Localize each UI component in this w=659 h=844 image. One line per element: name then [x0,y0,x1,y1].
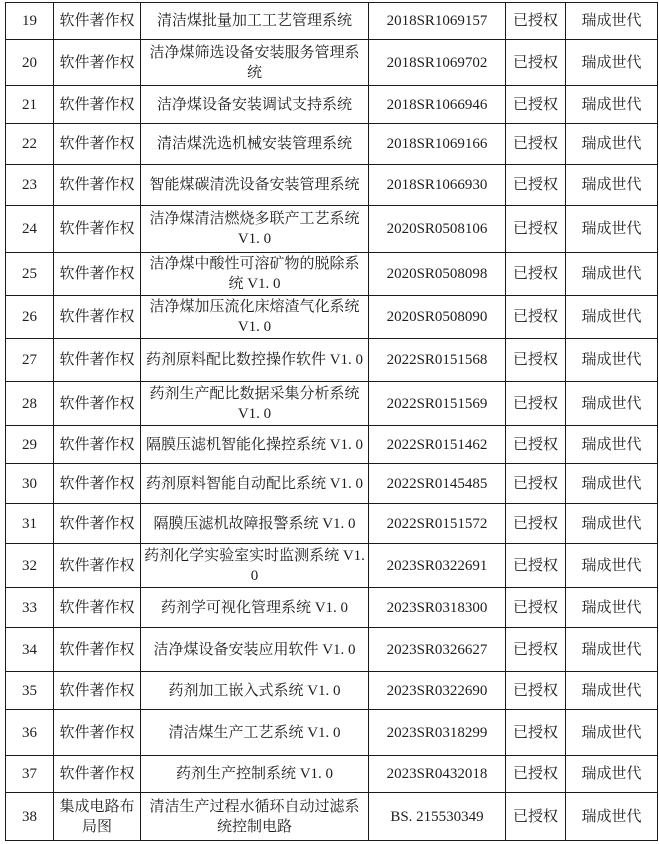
owner-cell: 瑞成世代 [566,40,658,86]
status-cell: 已授权 [506,756,566,793]
table-row [6,40,658,86]
row-number-cell: 19 [6,3,54,40]
row-number-cell: 36 [6,710,54,756]
table-row [6,165,658,206]
ip-type-cell: 软件著作权 [54,165,141,206]
row-number-cell: 27 [6,339,54,382]
owner-cell: 瑞成世代 [566,382,658,426]
registration-number-cell: 2023SR0322690 [369,672,506,710]
ip-type-cell: 软件著作权 [54,464,141,504]
ip-type-cell: 软件著作权 [54,426,141,464]
ip-type-cell: 软件著作权 [54,296,141,339]
registration-number-cell: 2022SR0151569 [369,382,506,426]
registration-number-cell: 2020SR0508098 [369,253,506,296]
owner-cell: 瑞成世代 [566,124,658,165]
table-row [6,253,658,296]
table-row [6,382,658,426]
ip-name-cell: 药剂生产配比数据采集分析系统 V1. 0 [141,382,369,426]
status-cell: 已授权 [506,710,566,756]
ip-name-cell: 洁净煤设备安装调试支持系统 [141,86,369,124]
ip-type-cell: 软件著作权 [54,588,141,628]
owner-cell: 瑞成世代 [566,756,658,793]
owner-cell: 瑞成世代 [566,253,658,296]
registration-number-cell: 2018SR1069702 [369,40,506,86]
row-number-cell: 32 [6,544,54,588]
table-row [6,793,658,841]
owner-cell: 瑞成世代 [566,628,658,672]
owner-cell: 瑞成世代 [566,464,658,504]
owner-cell: 瑞成世代 [566,165,658,206]
registration-number-cell: 2018SR1066946 [369,86,506,124]
ip-name-cell: 药剂生产控制系统 V1. 0 [141,756,369,793]
row-number-cell: 21 [6,86,54,124]
ip-rights-table [5,2,658,841]
table-row [6,296,658,339]
registration-number-cell: 2022SR0145485 [369,464,506,504]
ip-type-cell: 集成电路布局图 [54,793,141,841]
ip-type-cell: 软件著作权 [54,86,141,124]
table-row [6,588,658,628]
row-number-cell: 22 [6,124,54,165]
ip-type-cell: 软件著作权 [54,672,141,710]
ip-name-cell: 清洁煤生产工艺系统 V1. 0 [141,710,369,756]
ip-name-cell: 药剂学可视化管理系统 V1. 0 [141,588,369,628]
status-cell: 已授权 [506,3,566,40]
ip-name-cell: 清洁煤洗选机械安装管理系统 [141,124,369,165]
row-number-cell: 34 [6,628,54,672]
ip-type-cell: 软件著作权 [54,40,141,86]
ip-name-cell: 清洁煤批量加工工艺管理系统 [141,3,369,40]
ip-name-cell: 药剂原料配比数控操作软件 V1. 0 [141,339,369,382]
owner-cell: 瑞成世代 [566,544,658,588]
owner-cell: 瑞成世代 [566,296,658,339]
registration-number-cell: 2022SR0151462 [369,426,506,464]
table-row [6,464,658,504]
row-number-cell: 28 [6,382,54,426]
row-number-cell: 37 [6,756,54,793]
ip-type-cell: 软件著作权 [54,3,141,40]
status-cell: 已授权 [506,464,566,504]
table-row [6,504,658,544]
owner-cell: 瑞成世代 [566,793,658,841]
owner-cell: 瑞成世代 [566,588,658,628]
owner-cell: 瑞成世代 [566,672,658,710]
registration-number-cell: 2023SR0322691 [369,544,506,588]
status-cell: 已授权 [506,628,566,672]
owner-cell: 瑞成世代 [566,504,658,544]
registration-number-cell: 2023SR0326627 [369,628,506,672]
ip-name-cell: 洁净煤筛选设备安装服务管理系统 [141,40,369,86]
registration-number-cell: 2018SR1069166 [369,124,506,165]
registration-number-cell: 2020SR0508090 [369,296,506,339]
registration-number-cell: 2023SR0318299 [369,710,506,756]
table-row [6,544,658,588]
ip-type-cell: 软件著作权 [54,504,141,544]
status-cell: 已授权 [506,124,566,165]
registration-number-cell: 2018SR1066930 [369,165,506,206]
status-cell: 已授权 [506,672,566,710]
table-row [6,3,658,40]
ip-type-cell: 软件著作权 [54,710,141,756]
owner-cell: 瑞成世代 [566,710,658,756]
status-cell: 已授权 [506,426,566,464]
owner-cell: 瑞成世代 [566,426,658,464]
status-cell: 已授权 [506,793,566,841]
ip-type-cell: 软件著作权 [54,206,141,253]
ip-name-cell: 洁净煤中酸性可溶矿物的脱除系统 V1. 0 [141,253,369,296]
ip-name-cell: 药剂化学实验室实时监测系统 V1. 0 [141,544,369,588]
ip-name-cell: 隔膜压滤机故障报警系统 V1. 0 [141,504,369,544]
ip-name-cell: 药剂加工嵌入式系统 V1. 0 [141,672,369,710]
ip-name-cell: 隔膜压滤机智能化操控系统 V1. 0 [141,426,369,464]
row-number-cell: 26 [6,296,54,339]
status-cell: 已授权 [506,504,566,544]
ip-type-cell: 软件著作权 [54,544,141,588]
status-cell: 已授权 [506,339,566,382]
ip-name-cell: 洁净煤加压流化床熔渣气化系统 V1. 0 [141,296,369,339]
table-row [6,206,658,253]
status-cell: 已授权 [506,588,566,628]
status-cell: 已授权 [506,253,566,296]
ip-name-cell: 洁净煤清洁燃烧多联产工艺系统 V1. 0 [141,206,369,253]
row-number-cell: 24 [6,206,54,253]
ip-name-cell: 清洁生产过程水循环自动过滤系统控制电路 [141,793,369,841]
status-cell: 已授权 [506,544,566,588]
status-cell: 已授权 [506,206,566,253]
ip-name-cell: 智能煤碳清洗设备安装管理系统 [141,165,369,206]
table-row [6,756,658,793]
row-number-cell: 38 [6,793,54,841]
registration-number-cell: 2022SR0151572 [369,504,506,544]
status-cell: 已授权 [506,165,566,206]
status-cell: 已授权 [506,296,566,339]
registration-number-cell: BS. 215530349 [369,793,506,841]
table-row [6,86,658,124]
ip-name-cell: 药剂原料智能自动配比系统 V1. 0 [141,464,369,504]
ip-type-cell: 软件著作权 [54,339,141,382]
ip-type-cell: 软件著作权 [54,756,141,793]
row-number-cell: 20 [6,40,54,86]
ip-type-cell: 软件著作权 [54,382,141,426]
owner-cell: 瑞成世代 [566,86,658,124]
registration-number-cell: 2018SR1069157 [369,3,506,40]
owner-cell: 瑞成世代 [566,3,658,40]
row-number-cell: 35 [6,672,54,710]
ip-type-cell: 软件著作权 [54,253,141,296]
ip-name-cell: 洁净煤设备安装应用软件 V1. 0 [141,628,369,672]
registration-number-cell: 2023SR0432018 [369,756,506,793]
registration-number-cell: 2020SR0508106 [369,206,506,253]
owner-cell: 瑞成世代 [566,339,658,382]
status-cell: 已授权 [506,86,566,124]
registration-number-cell: 2023SR0318300 [369,588,506,628]
owner-cell: 瑞成世代 [566,206,658,253]
status-cell: 已授权 [506,382,566,426]
row-number-cell: 23 [6,165,54,206]
ip-type-cell: 软件著作权 [54,628,141,672]
row-number-cell: 30 [6,464,54,504]
row-number-cell: 31 [6,504,54,544]
table-row [6,628,658,672]
table-row [6,339,658,382]
table-row [6,124,658,165]
status-cell: 已授权 [506,40,566,86]
table-row [6,672,658,710]
table-row [6,426,658,464]
row-number-cell: 25 [6,253,54,296]
table-row [6,710,658,756]
row-number-cell: 33 [6,588,54,628]
ip-type-cell: 软件著作权 [54,124,141,165]
registration-number-cell: 2022SR0151568 [369,339,506,382]
row-number-cell: 29 [6,426,54,464]
